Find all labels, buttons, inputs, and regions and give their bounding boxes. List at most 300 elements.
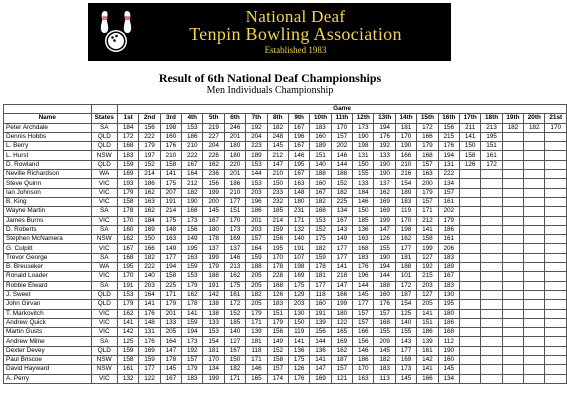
game-score-cell: 167 <box>438 272 459 281</box>
game-score-cell: 179 <box>182 365 203 374</box>
game-score-cell <box>481 244 502 253</box>
game-score-cell: 170 <box>117 272 138 281</box>
player-name-cell: Andrew Milne <box>4 337 92 346</box>
game-score-cell: 195 <box>267 244 288 253</box>
game-score-cell: 226 <box>203 151 224 160</box>
state-cell: QLD <box>91 160 117 169</box>
game-score-cell: 169 <box>395 356 416 365</box>
game-score-cell: 155 <box>395 328 416 337</box>
state-cell: QLD <box>91 290 117 299</box>
game-score-cell: 166 <box>395 151 416 160</box>
game-score-cell: 198 <box>160 123 181 132</box>
game-score-cell: 157 <box>331 132 352 141</box>
game-score-cell: 133 <box>353 179 374 188</box>
game-score-cell: 177 <box>395 346 416 355</box>
game-score-cell: 192 <box>374 142 395 151</box>
state-cell: SA <box>91 281 117 290</box>
game-score-cell: 176 <box>160 142 181 151</box>
player-name-cell: Robbie Elward <box>4 281 92 290</box>
game-score-cell: 168 <box>310 207 331 216</box>
game-score-cell: 141 <box>417 225 438 234</box>
game-score-cell: 170 <box>224 216 245 225</box>
game-score-cell <box>524 318 545 327</box>
game-score-cell <box>481 318 502 327</box>
column-header-game: 12th <box>353 114 374 123</box>
game-score-cell: 147 <box>310 365 331 374</box>
game-score-cell: 125 <box>395 309 416 318</box>
game-score-cell: 169 <box>288 272 309 281</box>
game-score-cell: 162 <box>203 160 224 169</box>
table-row <box>4 290 567 299</box>
game-score-cell: 199 <box>203 188 224 197</box>
player-name-cell: Neville Richardson <box>4 170 92 179</box>
game-score-cell: 214 <box>139 170 160 179</box>
player-name-cell: John Girvan <box>4 300 92 309</box>
game-score-cell: 211 <box>459 123 480 132</box>
game-score-cell: 130 <box>438 290 459 299</box>
game-score-cell: 146 <box>224 253 245 262</box>
player-name-cell: Stephen McNamera <box>4 235 92 244</box>
table-row <box>4 123 567 132</box>
table-row <box>4 225 567 234</box>
game-score-cell: 144 <box>374 272 395 281</box>
game-score-cell: 188 <box>395 263 416 272</box>
game-score-cell: 177 <box>395 244 416 253</box>
game-score-cell: 119 <box>395 207 416 216</box>
game-score-cell: 139 <box>310 318 331 327</box>
game-score-cell: 169 <box>117 170 138 179</box>
game-score-cell <box>459 328 480 337</box>
game-score-cell: 180 <box>203 225 224 234</box>
game-score-cell: 205 <box>417 300 438 309</box>
table-row <box>4 216 567 225</box>
game-score-cell: 160 <box>117 225 138 234</box>
table-row <box>4 272 567 281</box>
table-row <box>4 365 567 374</box>
game-score-cell: 168 <box>117 253 138 262</box>
banner-established: Established 1983 <box>264 45 327 55</box>
game-score-cell: 150 <box>224 356 245 365</box>
game-score-cell: 141 <box>288 337 309 346</box>
game-score-cell: 163 <box>353 374 374 383</box>
group-header-spacer <box>91 105 117 114</box>
game-score-cell: 175 <box>288 356 309 365</box>
game-score-cell: 225 <box>331 197 352 206</box>
game-score-cell: 182 <box>331 188 352 197</box>
game-score-cell <box>502 235 523 244</box>
game-score-cell: 222 <box>438 170 459 179</box>
player-name-cell: Martin Gusts <box>4 328 92 337</box>
game-score-cell: 160 <box>310 132 331 141</box>
game-score-cell: 170 <box>331 123 352 132</box>
game-score-cell: 173 <box>395 365 416 374</box>
game-score-cell <box>545 263 567 272</box>
game-score-cell: 182 <box>267 123 288 132</box>
column-header-game: 11th <box>331 114 352 123</box>
game-score-cell <box>524 337 545 346</box>
game-score-cell <box>459 244 480 253</box>
game-score-cell: 210 <box>224 188 245 197</box>
player-name-cell: D. Roberts <box>4 225 92 234</box>
game-score-cell: 176 <box>139 309 160 318</box>
game-score-cell: 176 <box>374 132 395 141</box>
game-score-cell: 180 <box>438 309 459 318</box>
game-score-cell <box>502 356 523 365</box>
game-score-cell: 189 <box>246 151 267 160</box>
game-score-cell: 182 <box>246 290 267 299</box>
game-score-cell: 167 <box>182 160 203 169</box>
game-score-cell <box>502 272 523 281</box>
game-score-cell: 178 <box>310 263 331 272</box>
game-score-cell <box>459 179 480 188</box>
game-score-cell: 161 <box>117 365 138 374</box>
game-score-cell: 181 <box>203 346 224 355</box>
game-score-cell: 150 <box>353 207 374 216</box>
game-score-cell <box>545 253 567 262</box>
game-score-cell: 195 <box>438 300 459 309</box>
table-row <box>4 356 567 365</box>
game-score-cell <box>459 235 480 244</box>
player-name-cell: G. Culpitt <box>4 244 92 253</box>
game-score-cell: 121 <box>331 374 352 383</box>
column-header-game: 4th <box>182 114 203 123</box>
game-score-cell: 187 <box>395 290 416 299</box>
game-score-cell <box>459 374 480 383</box>
state-cell: VIC <box>91 318 117 327</box>
game-score-cell: 144 <box>353 281 374 290</box>
game-score-cell <box>545 356 567 365</box>
table-row <box>4 309 567 318</box>
game-score-cell: 189 <box>438 263 459 272</box>
player-name-cell: T. Markovitch <box>4 309 92 318</box>
game-score-cell <box>524 328 545 337</box>
game-score-cell: 172 <box>481 160 502 169</box>
game-score-cell <box>524 300 545 309</box>
game-score-cell <box>502 318 523 327</box>
player-name-cell: Ronald Loader <box>4 272 92 281</box>
game-score-cell: 152 <box>331 179 352 188</box>
game-score-cell: 225 <box>160 281 181 290</box>
association-banner <box>88 3 451 61</box>
game-score-cell: 141 <box>459 132 480 141</box>
game-score-cell: 183 <box>438 253 459 262</box>
game-score-cell <box>502 374 523 383</box>
game-score-cell: 168 <box>353 244 374 253</box>
game-score-cell <box>502 365 523 374</box>
game-score-cell <box>481 197 502 206</box>
game-score-cell: 179 <box>203 263 224 272</box>
game-score-cell: 215 <box>438 132 459 141</box>
game-score-cell: 157 <box>417 197 438 206</box>
game-score-cell: 216 <box>395 170 416 179</box>
game-score-cell: 162 <box>117 235 138 244</box>
state-cell: NSW <box>91 235 117 244</box>
column-header-game: 3rd <box>160 114 181 123</box>
results-table-container <box>3 104 563 405</box>
game-score-cell: 194 <box>160 263 181 272</box>
game-score-cell: 161 <box>438 235 459 244</box>
game-score-cell <box>545 374 567 383</box>
game-score-cell: 145 <box>267 142 288 151</box>
game-score-cell: 202 <box>331 142 352 151</box>
game-score-cell: 172 <box>395 281 416 290</box>
game-score-cell <box>459 188 480 197</box>
game-score-cell: 179 <box>246 309 267 318</box>
game-score-cell: 148 <box>160 225 181 234</box>
game-score-cell <box>502 216 523 225</box>
game-score-cell: 167 <box>117 244 138 253</box>
game-score-cell <box>524 309 545 318</box>
game-score-cell: 192 <box>417 263 438 272</box>
game-score-cell: 198 <box>288 263 309 272</box>
table-row <box>4 346 567 355</box>
game-score-cell: 167 <box>310 188 331 197</box>
game-score-cell: 161 <box>224 290 245 299</box>
game-score-cell: 172 <box>224 300 245 309</box>
game-group-header: Game <box>117 105 566 114</box>
game-score-cell: 139 <box>417 337 438 346</box>
table-row <box>4 300 567 309</box>
game-score-cell <box>524 142 545 151</box>
game-score-cell: 141 <box>182 309 203 318</box>
game-score-cell <box>524 281 545 290</box>
game-score-cell <box>502 346 523 355</box>
game-score-cell: 231 <box>288 207 309 216</box>
game-score-cell: 143 <box>395 337 416 346</box>
game-score-cell: 141 <box>417 309 438 318</box>
game-score-cell: 152 <box>310 225 331 234</box>
table-row <box>4 170 567 179</box>
game-score-cell: 141 <box>331 263 352 272</box>
game-score-cell: 171 <box>246 318 267 327</box>
game-score-cell: 163 <box>139 197 160 206</box>
table-row <box>4 132 567 141</box>
game-score-cell: 153 <box>203 328 224 337</box>
game-score-cell: 193 <box>117 179 138 188</box>
game-score-cell: 134 <box>331 207 352 216</box>
column-header-game: 10th <box>310 114 331 123</box>
column-header-game: 18th <box>481 114 502 123</box>
game-score-cell <box>524 225 545 234</box>
player-name-cell: J. Sweet <box>4 290 92 299</box>
game-score-cell: 170 <box>395 132 416 141</box>
game-score-cell: 195 <box>481 132 502 141</box>
game-score-cell <box>459 346 480 355</box>
game-score-cell: 182 <box>182 188 203 197</box>
game-score-cell: 179 <box>182 281 203 290</box>
game-score-cell: 166 <box>139 244 160 253</box>
game-score-cell <box>524 365 545 374</box>
state-cell: VIC <box>91 244 117 253</box>
game-score-cell: 141 <box>160 170 181 179</box>
player-name-cell: Andrew Quick <box>4 318 92 327</box>
game-score-cell: 153 <box>310 216 331 225</box>
game-score-cell: 201 <box>224 170 245 179</box>
game-score-cell: 183 <box>267 300 288 309</box>
game-score-cell <box>524 132 545 141</box>
game-score-cell: 158 <box>267 356 288 365</box>
game-score-cell <box>502 290 523 299</box>
game-score-cell <box>524 244 545 253</box>
game-score-cell: 186 <box>417 328 438 337</box>
game-score-cell: 214 <box>267 216 288 225</box>
game-score-cell: 189 <box>310 142 331 151</box>
group-header-row <box>4 105 567 114</box>
game-score-cell: 146 <box>246 365 267 374</box>
game-score-cell: 190 <box>182 197 203 206</box>
game-score-cell: 184 <box>139 216 160 225</box>
game-score-cell: 213 <box>224 263 245 272</box>
game-score-cell: 145 <box>160 365 181 374</box>
game-score-cell: 126 <box>267 290 288 299</box>
state-cell: SA <box>91 123 117 132</box>
game-score-cell <box>545 170 567 179</box>
state-cell: VIC <box>91 197 117 206</box>
game-score-cell: 195 <box>288 160 309 169</box>
game-score-cell: 195 <box>117 263 138 272</box>
game-score-cell: 127 <box>417 253 438 262</box>
game-score-cell: 145 <box>353 290 374 299</box>
table-row <box>4 235 567 244</box>
game-score-cell <box>545 160 567 169</box>
banner-title-line1: National Deaf <box>245 7 346 26</box>
state-cell: NSW <box>91 356 117 365</box>
game-score-cell: 190 <box>353 132 374 141</box>
game-score-cell: 140 <box>139 272 160 281</box>
game-score-cell: 163 <box>417 170 438 179</box>
game-score-cell <box>481 272 502 281</box>
game-score-cell: 126 <box>288 365 309 374</box>
player-name-cell: L. Hurst <box>4 151 92 160</box>
state-cell: WA <box>91 170 117 179</box>
game-score-cell: 127 <box>224 337 245 346</box>
game-score-cell <box>524 216 545 225</box>
game-score-cell: 182 <box>224 365 245 374</box>
table-row <box>4 151 567 160</box>
game-score-cell <box>545 179 567 188</box>
game-score-cell: 212 <box>267 151 288 160</box>
game-score-cell: 122 <box>139 374 160 383</box>
game-score-cell: 142 <box>117 328 138 337</box>
game-score-cell: 127 <box>417 290 438 299</box>
game-score-cell: 182 <box>502 123 523 132</box>
game-score-cell <box>524 263 545 272</box>
game-score-cell: 147 <box>160 346 181 355</box>
game-score-cell: 177 <box>139 365 160 374</box>
game-score-cell: 156 <box>203 179 224 188</box>
player-name-cell: Steve Quinn <box>4 179 92 188</box>
player-name-cell: Dennis Hobbs <box>4 132 92 141</box>
state-cell: WA <box>91 263 117 272</box>
game-score-cell: 131 <box>139 328 160 337</box>
game-score-cell: 167 <box>288 123 309 132</box>
game-score-cell: 119 <box>288 328 309 337</box>
game-score-cell <box>502 160 523 169</box>
game-score-cell: 151 <box>267 309 288 318</box>
game-score-cell <box>459 170 480 179</box>
game-score-cell: 196 <box>353 272 374 281</box>
game-score-cell: 199 <box>374 216 395 225</box>
game-score-cell: 159 <box>182 263 203 272</box>
table-row <box>4 318 567 327</box>
group-header-spacer <box>4 105 92 114</box>
game-score-cell: 142 <box>203 290 224 299</box>
game-score-cell: 212 <box>182 179 203 188</box>
game-score-cell: 156 <box>267 235 288 244</box>
game-score-cell: 182 <box>524 123 545 132</box>
game-score-cell: 205 <box>246 281 267 290</box>
game-score-cell: 139 <box>246 328 267 337</box>
game-score-cell <box>459 272 480 281</box>
game-score-cell <box>524 356 545 365</box>
game-score-cell <box>459 216 480 225</box>
game-score-cell: 157 <box>331 365 352 374</box>
game-score-cell <box>481 365 502 374</box>
game-score-cell: 178 <box>267 263 288 272</box>
player-name-cell: Ian Johnson <box>4 188 92 197</box>
game-score-cell: 191 <box>160 197 181 206</box>
game-score-cell: 145 <box>203 207 224 216</box>
game-score-cell: 165 <box>331 328 352 337</box>
game-score-cell: 126 <box>459 160 480 169</box>
game-score-cell: 188 <box>374 281 395 290</box>
game-score-cell <box>481 188 502 197</box>
game-score-cell: 210 <box>182 142 203 151</box>
game-score-cell: 160 <box>374 290 395 299</box>
game-score-cell: 220 <box>224 160 245 169</box>
game-score-cell: 153 <box>246 179 267 188</box>
game-score-cell: 156 <box>353 337 374 346</box>
game-score-cell <box>481 328 502 337</box>
game-score-cell <box>545 132 567 141</box>
game-score-cell: 177 <box>331 244 352 253</box>
game-score-cell <box>545 328 567 337</box>
game-score-cell: 137 <box>374 179 395 188</box>
game-score-cell: 171 <box>246 356 267 365</box>
game-score-cell: 199 <box>331 300 352 309</box>
game-score-cell: 162 <box>331 346 352 355</box>
results-table <box>3 104 567 384</box>
game-score-cell <box>545 300 567 309</box>
game-score-cell: 233 <box>267 188 288 197</box>
game-score-cell: 203 <box>246 188 267 197</box>
game-score-cell: 153 <box>117 290 138 299</box>
game-score-cell: 201 <box>246 216 267 225</box>
game-score-cell: 222 <box>139 132 160 141</box>
player-name-cell: D. Rowland <box>4 160 92 169</box>
game-score-cell: 176 <box>288 374 309 383</box>
state-cell: VIC <box>91 188 117 197</box>
game-score-cell: 214 <box>160 207 181 216</box>
game-score-cell: 157 <box>374 309 395 318</box>
state-cell: SA <box>91 337 117 346</box>
game-score-cell: 131 <box>353 151 374 160</box>
game-score-cell: 145 <box>374 346 395 355</box>
game-score-cell: 223 <box>246 142 267 151</box>
game-score-cell <box>502 197 523 206</box>
game-score-cell: 140 <box>395 318 416 327</box>
game-score-cell: 180 <box>288 197 309 206</box>
game-score-cell: 186 <box>139 179 160 188</box>
game-score-cell: 180 <box>224 142 245 151</box>
game-score-cell <box>459 290 480 299</box>
game-score-cell: 131 <box>438 160 459 169</box>
game-score-cell: 134 <box>438 374 459 383</box>
game-score-cell <box>459 356 480 365</box>
game-score-cell: 147 <box>331 281 352 290</box>
game-score-cell: 132 <box>288 225 309 234</box>
game-score-cell: 200 <box>417 179 438 188</box>
